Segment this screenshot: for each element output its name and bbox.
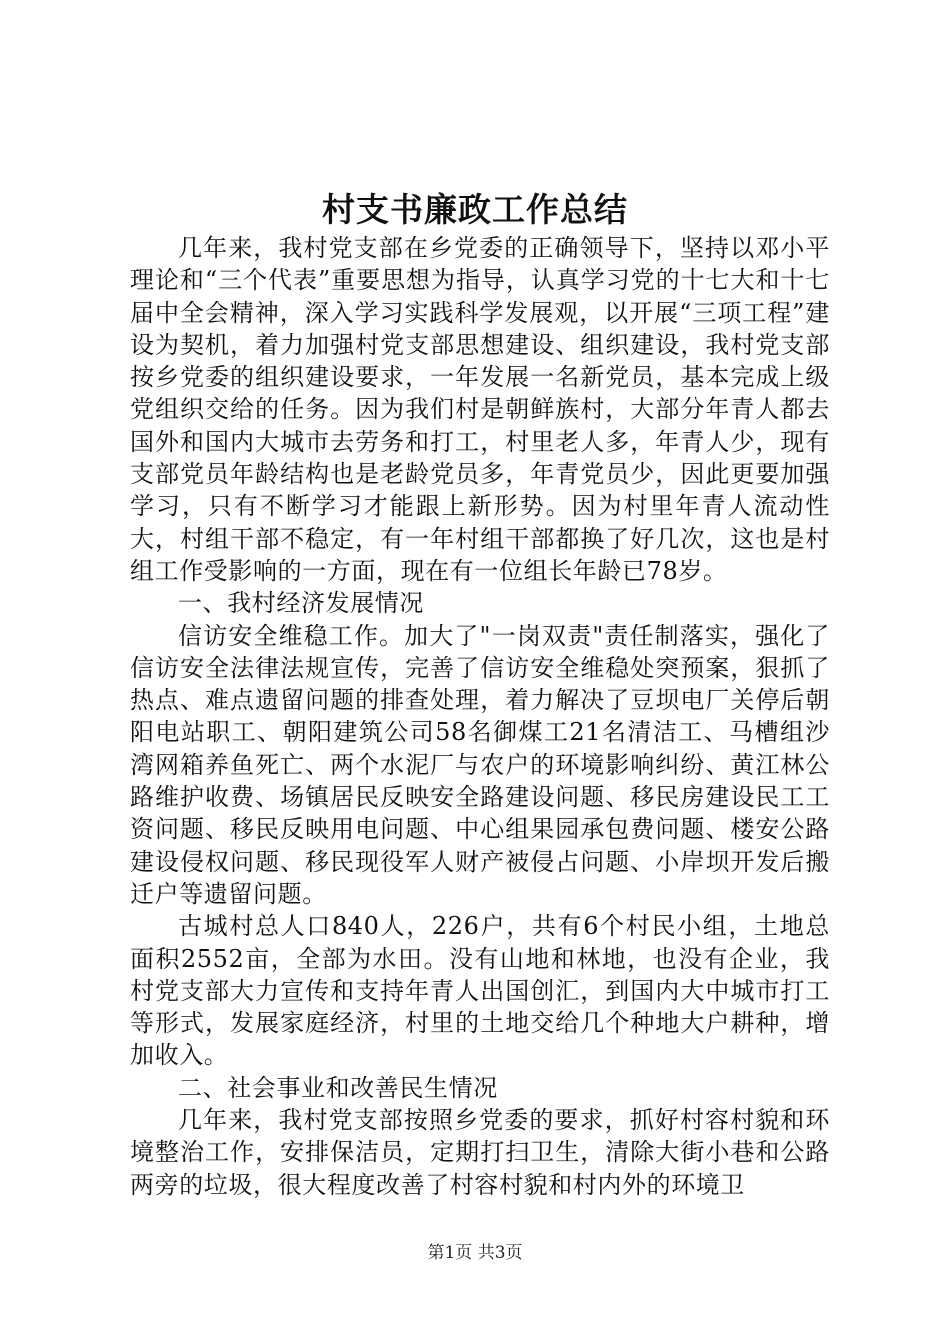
section-heading-economy: 一、我村经济发展情况 (178, 589, 424, 618)
section-heading-social: 二、社会事业和改善民生情况 (178, 1073, 498, 1102)
paragraph-village-environment: 几年来，我村党支部按照乡党委的要求，抓好村容村貌和环境整治工作，安排保洁员，定期打扫卫生，清除大街小巷和公路两旁的垃圾，很大程度改善了村容村貌和村内外的环境卫 (130, 1106, 830, 1199)
document-body (130, 232, 830, 1201)
paragraph-petition-stability: 信访安全维稳工作。加大了"一岗双责"责任制落实，强化了信访安全法律法规宣传，完善了信访安全维稳处突预案，狠抓了热点、难点遗留问题的排查处理，着力解决了豆坝电厂关停后朝阳电站职工、朝阳建筑公司58名御煤工21名清洁工、马槽组沙湾网箱养鱼死亡、两个水泥厂与农户的环境影响纠纷、黄江林公路维护收费、场镇居民反映安全路建设问题、移民房建设民工工资问题、移民反映用电问题、中心组果园承包费问题、楼安公路建设侵权问题、移民现役军人财产被侵占问题、小岸坝开发后搬迁户等遗留问题。 (130, 621, 830, 908)
paragraph-village-overview: 古城村总人口840人，226户，共有6个村民小组，土地总面积2552亩，全部为水田。没有山地和林地，也没有企业，我村党支部大力宣传和支持年青人出国创汇，到国内大中城市打工等形式，发展家庭经济，村里的土地交给几个种地大户耕种，增加收入。 (130, 912, 830, 1070)
paragraph-intro: 几年来，我村党支部在乡党委的正确领导下，坚持以邓小平理论和“三个代表”重要思想为指导，认真学习党的十七大和十七届中全会精神，深入学习实践科学发展观，以开展“三项工程”建设为契机，着力加强村党支部思想建设、组织建设，我村党支部按乡党委的组织建设要求，一年发展一名新党员，基本完成上级党组织交给的任务。因为我们村是朝鲜族村，大部分年青人都去国外和国内大城市去劳务和打工，村里老人多，年青人少，现有支部党员年龄结构也是老龄党员多，年青党员少，因此更要加强学习，只有不断学习才能跟上新形势。因为村里年青人流动性大，村组干部不稳定，有一年村组干部都换了好几次，这也是村组工作受影响的一方面，现在有一位组长年龄已78岁。 (130, 234, 830, 585)
document-title: 村支书廉政工作总结 (322, 190, 628, 229)
page-footer: 第1页 共3页 (427, 1243, 523, 1263)
